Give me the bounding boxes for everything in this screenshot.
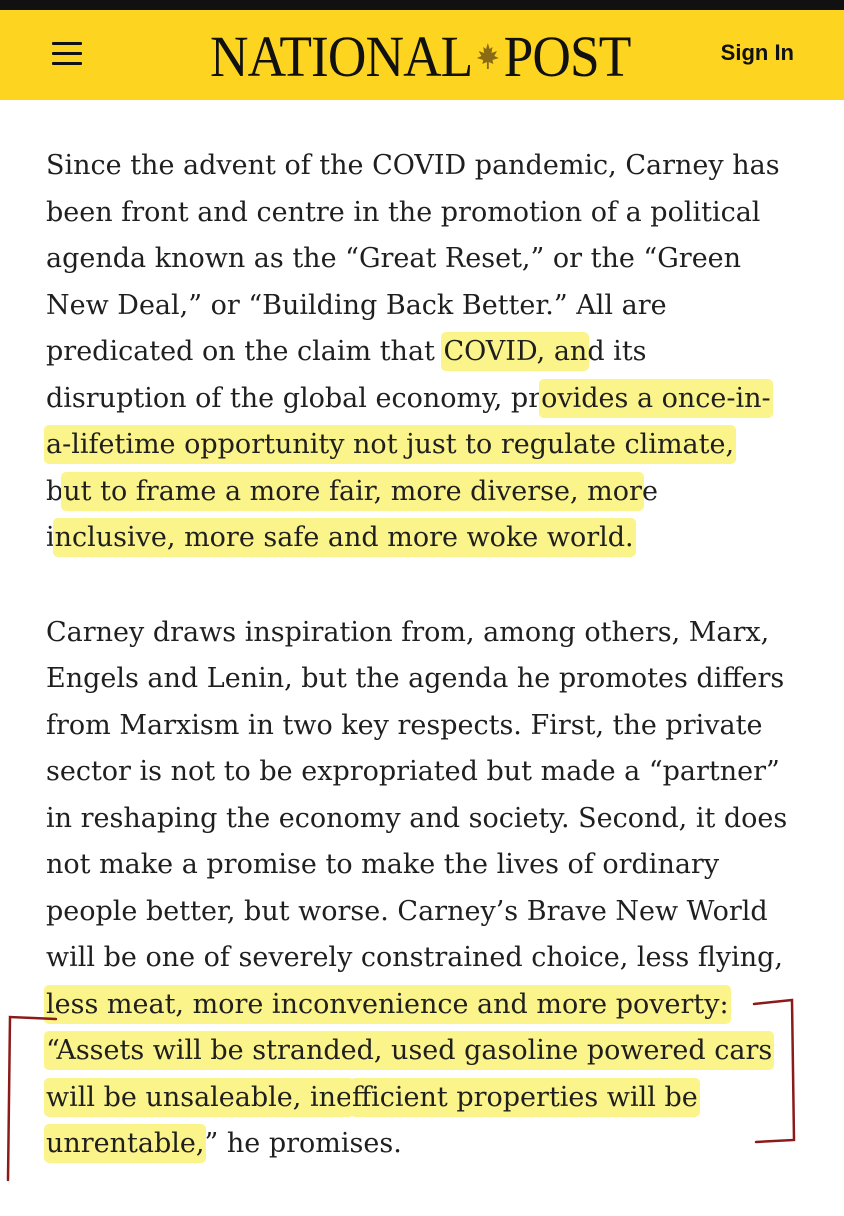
highlight: COVID, an [443, 336, 588, 367]
article-body [46, 143, 806, 1216]
top-border [0, 0, 844, 10]
text-line: predicated on the claim that COVID, and its [46, 336, 647, 367]
text-line: inclusive, more safe and more woke world. [46, 522, 634, 553]
text-line: sector is not to be expropriated but made a “partner” [46, 756, 780, 787]
highlight: “Assets will be stranded, used gasoline powered cars [46, 1035, 773, 1066]
highlight: less meat, more inconvenience and more poverty: [46, 988, 729, 1020]
text-line: people better, but worse. Carney’s Brave New World [46, 895, 768, 927]
article-paragraph-1 [46, 143, 806, 562]
highlight: ut to frame a more fair, more diverse, mor [63, 475, 642, 507]
right-bracket-annotation [740, 990, 800, 1160]
text-line: Since the advent of the COVID pandemic, Carney has [46, 150, 780, 181]
article-paragraph-2 [46, 610, 806, 1168]
highlight: ovides a once-in- [541, 382, 771, 414]
text-line [46, 1028, 806, 1075]
left-bracket-annotation [0, 1005, 60, 1185]
highlight: will be unsaleable, ine [46, 1081, 352, 1113]
site-header [0, 10, 844, 100]
text-line: disruption of the global economy, provides a once-in- [46, 382, 771, 414]
text-line [46, 1075, 806, 1122]
highlight: unrentable, [46, 1128, 205, 1159]
site-logo[interactable] [210, 24, 630, 88]
text-line: from Marxism in two key respects. First, the private [46, 709, 763, 741]
text-line [46, 982, 806, 1029]
highlight: fficient properties will be [351, 1081, 698, 1113]
text-line: been front and centre in the promotion of a political [46, 196, 761, 228]
text-line: but to frame a more fair, more diverse, more [46, 475, 658, 507]
text-line: Engels and Lenin, but the agenda he promotes differs [46, 663, 785, 694]
text-line: in reshaping the economy and society. Second, it does [46, 802, 788, 834]
text-line: Carney draws inspiration from, among others, Marx, [46, 616, 770, 648]
text-line: agenda known as the “Great Reset,” or the “Green [46, 243, 742, 274]
text-line: will be one of severely constrained choice, less flying, [46, 942, 783, 973]
text-line: not make a promise to make the lives of ordinary [46, 849, 720, 880]
text-line: unrentable,” he promises. [46, 1128, 402, 1159]
brand-name-left: NATIONAL [210, 23, 473, 89]
text-line [46, 422, 806, 469]
maple-leaf-icon [474, 41, 502, 71]
text-line: New Deal,” or “Building Back Better.” All are [46, 289, 667, 321]
highlight: nclusive, more safe and more woke world. [54, 522, 634, 553]
hamburger-menu-icon[interactable] [52, 42, 82, 66]
sign-in-button[interactable]: Sign In [720, 40, 794, 65]
highlight: a-lifetime opportunity not just to regulate climate, [46, 429, 735, 460]
brand-name-right: POST [503, 23, 631, 89]
